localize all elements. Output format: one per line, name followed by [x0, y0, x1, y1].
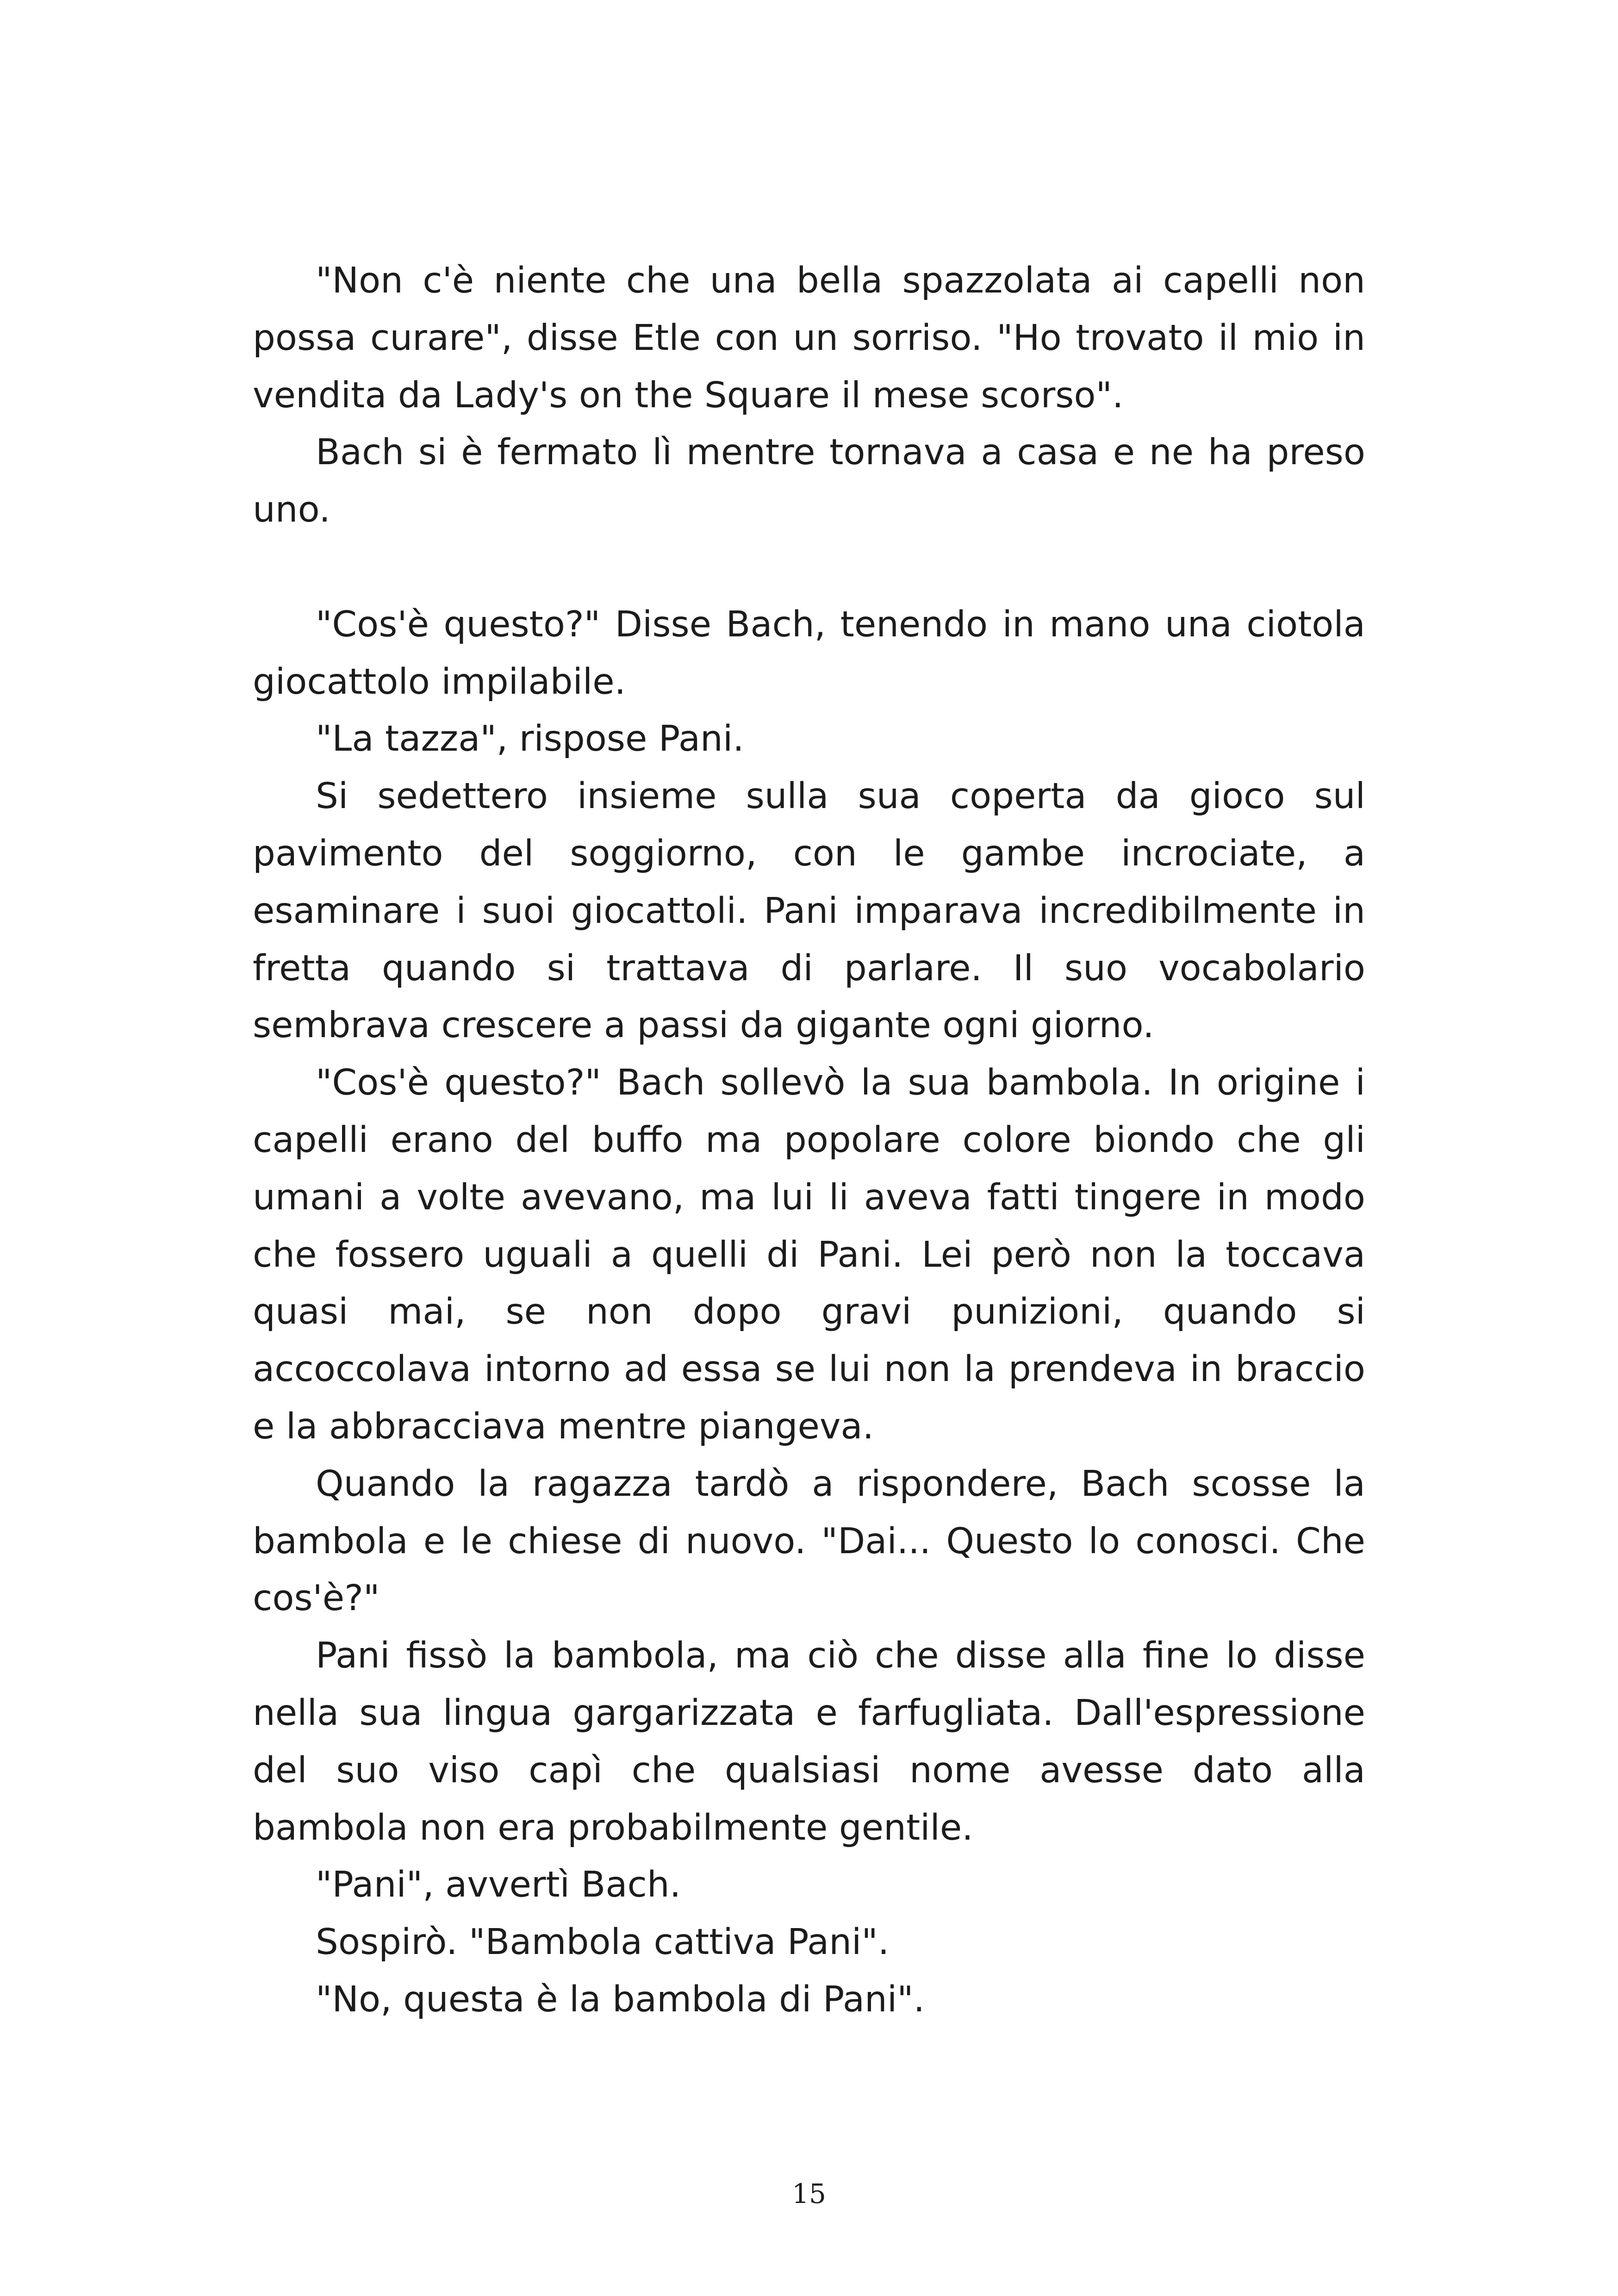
paragraph-3: "Cos'è questo?" Disse Bach, tenendo in mano una ciotola giocattolo impilabile. — [253, 604, 1365, 703]
paragraph-4: "La tazza", rispose Pani. — [316, 718, 744, 760]
paragraph-11: "No, questa è la bambola di Pani". — [316, 1979, 925, 2020]
paragraph-6: "Cos'è questo?" Bach sollevò la sua bambola. In origine i capelli erano del buffo ma popolare colore biondo che gli umani a volte avevano, ma lui li aveva fatti tingere in modo che fossero uguali a quelli di Pani. Lei però non la toccava quasi mai, se non dopo gravi punizioni, quando si accoccolava intorno ad essa se lui non la prendeva in braccio e la abbracciava mentre piangeva. — [253, 1062, 1365, 1447]
body-text — [253, 252, 1365, 2028]
paragraph-5: Si sedettero insieme sulla sua coperta da gioco sul pavimento del soggiorno, con le gambe incrociate, a esaminare i suoi giocattoli. Pani imparava incredibilmente in fretta quando si trattava di parlare. Il suo vocabolario sembrava crescere a passi da gigante ogni giorno. — [253, 776, 1365, 1046]
paragraph-2: Bach si è fermato lì mentre tornava a casa e ne ha preso uno. — [253, 432, 1365, 531]
paragraph-1: "Non c'è niente che una bella spazzolata ai capelli non possa curare", disse Etle con un sorriso. "Ho trovato il mio in vendita da Lady's on the Square il mese scorso". — [253, 260, 1365, 416]
paragraph-10: Sospirò. "Bambola cattiva Pani". — [316, 1922, 890, 1963]
paragraph-8: Pani fissò la bambola, ma ciò che disse alla fine lo disse nella sua lingua gargarizzata e farfugliata. Dall'espressione del suo viso capì che qualsiasi nome avesse dato alla bambola non era probabilmente gentile. — [253, 1635, 1365, 1848]
paragraph-7: Quando la ragazza tardò a rispondere, Bach scosse la bambola e le chiese di nuovo. "Dai... Questo lo conosci. Che cos'è?" — [253, 1463, 1365, 1619]
paragraph-9: "Pani", avvertì Bach. — [316, 1864, 681, 1906]
page-number: 15 — [792, 2178, 826, 2209]
